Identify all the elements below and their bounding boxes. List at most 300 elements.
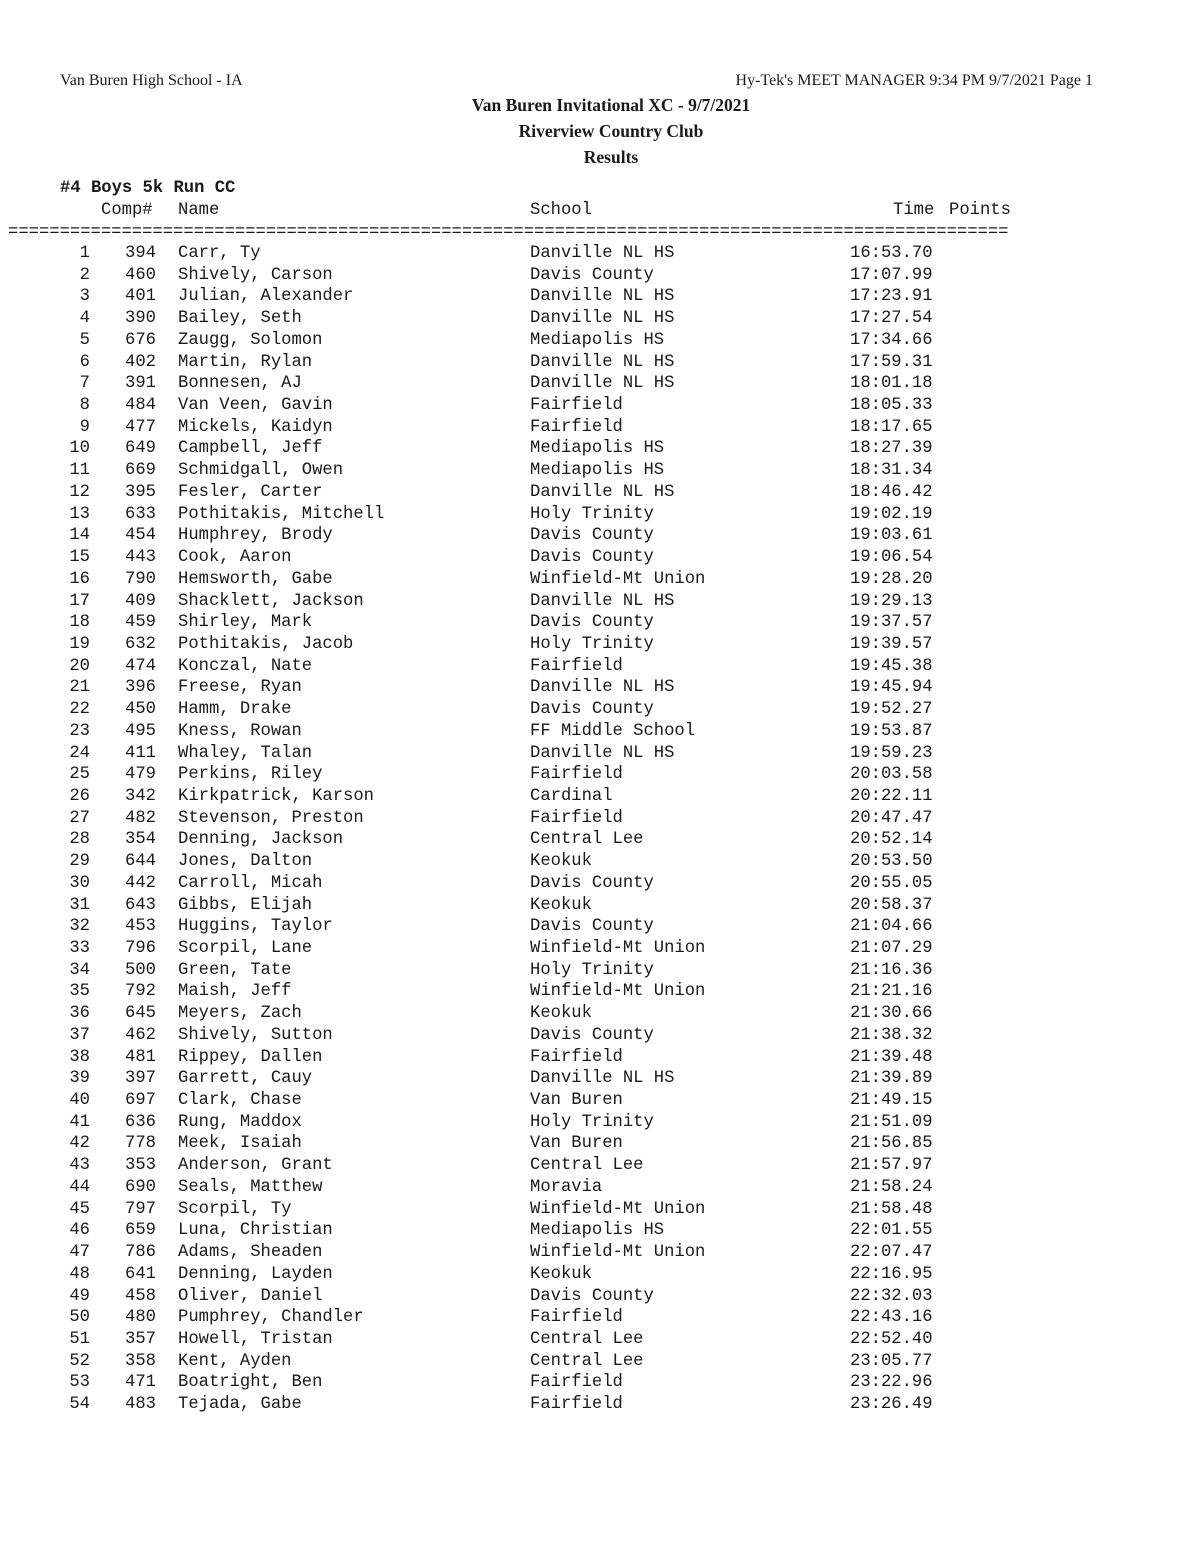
school-cell: Davis County <box>530 1025 654 1045</box>
place-cell: 51 <box>69 1329 90 1349</box>
school-cell: Davis County <box>530 265 654 285</box>
time-cell: 18:31.34 <box>850 461 933 481</box>
table-row <box>0 960 1200 982</box>
name-cell: Denning, Jackson <box>178 830 344 850</box>
name-cell: Kness, Rowan <box>178 721 302 741</box>
place-cell: 48 <box>69 1264 90 1284</box>
time-cell: 17:23.91 <box>850 287 933 307</box>
school-cell: Mediapolis HS <box>530 1221 665 1241</box>
table-row <box>0 482 1200 504</box>
time-cell: 21:07.29 <box>850 939 933 958</box>
name-cell: Boatright, Ben <box>178 1373 323 1393</box>
time-cell: 21:04.66 <box>850 917 933 937</box>
place-cell: 52 <box>69 1351 90 1371</box>
name-cell: Seals, Matthew <box>178 1177 323 1197</box>
time-cell: 22:07.47 <box>850 1243 933 1263</box>
school-cell: Winfield-Mt Union <box>530 1199 706 1219</box>
table-row <box>0 352 1200 374</box>
school-cell: Davis County <box>530 548 654 568</box>
place-cell: 16 <box>69 569 90 589</box>
time-cell: 21:58.24 <box>850 1177 933 1197</box>
name-cell: Gibbs, Elijah <box>178 895 313 915</box>
place-cell: 27 <box>69 808 90 828</box>
name-cell: Cook, Aaron <box>178 548 292 568</box>
place-cell: 10 <box>69 439 90 459</box>
comp-cell: 411 <box>125 743 156 763</box>
name-cell: Martin, Rylan <box>178 352 313 372</box>
comp-cell: 342 <box>125 786 156 806</box>
time-cell: 20:55.05 <box>850 873 933 893</box>
school-cell: Danville NL HS <box>530 678 675 698</box>
time-cell: 21:49.15 <box>850 1091 933 1111</box>
table-row <box>0 786 1200 808</box>
school-cell: Central Lee <box>530 1156 644 1176</box>
place-cell: 40 <box>69 1091 90 1111</box>
comp-cell: 790 <box>125 569 156 589</box>
name-cell: Zaugg, Solomon <box>178 330 323 350</box>
comp-cell: 450 <box>125 700 156 720</box>
name-cell: Fesler, Carter <box>178 482 323 502</box>
table-row <box>0 699 1200 721</box>
name-cell: Humphrey, Brody <box>178 526 333 546</box>
time-cell: 19:06.54 <box>850 548 933 568</box>
place-cell: 15 <box>69 548 90 568</box>
place-cell: 13 <box>69 504 90 524</box>
time-cell: 22:16.95 <box>850 1264 933 1284</box>
table-row <box>0 851 1200 873</box>
table-row <box>0 417 1200 439</box>
place-cell: 17 <box>69 591 90 611</box>
comp-cell: 484 <box>125 396 156 416</box>
name-cell: Denning, Layden <box>178 1264 333 1284</box>
name-cell: Julian, Alexander <box>178 287 354 307</box>
comp-cell: 462 <box>125 1025 156 1045</box>
table-row <box>0 1242 1200 1264</box>
school-cell: Van Buren <box>530 1134 623 1154</box>
time-cell: 21:21.16 <box>850 982 933 1002</box>
name-cell: Hamm, Drake <box>178 700 292 720</box>
comp-cell: 460 <box>125 265 156 285</box>
place-cell: 21 <box>69 678 90 698</box>
school-cell: Fairfield <box>530 808 623 828</box>
results-table <box>0 243 1200 1416</box>
school-cell: Van Buren <box>530 1091 623 1111</box>
name-cell: Maish, Jeff <box>178 982 292 1002</box>
school-cell: Danville NL HS <box>530 743 675 763</box>
time-cell: 19:03.61 <box>850 526 933 546</box>
table-row <box>0 764 1200 786</box>
comp-cell: 391 <box>125 374 156 394</box>
name-cell: Campbell, Jeff <box>178 439 323 459</box>
table-row <box>0 808 1200 830</box>
school-cell: Keokuk <box>530 895 592 915</box>
place-cell: 1 <box>79 244 90 263</box>
school-cell: Fairfield <box>530 1395 623 1415</box>
time-cell: 17:59.31 <box>850 352 933 372</box>
comp-cell: 483 <box>125 1395 156 1415</box>
comp-cell: 481 <box>125 1047 156 1067</box>
school-cell: Moravia <box>530 1177 603 1197</box>
name-cell: Pothitakis, Mitchell <box>178 504 385 524</box>
comp-cell: 633 <box>125 504 156 524</box>
school-cell: Cardinal <box>530 786 613 806</box>
place-cell: 54 <box>69 1395 90 1415</box>
time-cell: 22:01.55 <box>850 1221 933 1241</box>
table-row <box>0 373 1200 395</box>
time-cell: 18:01.18 <box>850 374 933 394</box>
table-row <box>0 634 1200 656</box>
school-cell: Winfield-Mt Union <box>530 982 706 1002</box>
place-cell: 53 <box>69 1373 90 1393</box>
school-cell: Davis County <box>530 1286 654 1306</box>
header-separator: ================================================================================================= <box>8 223 1009 242</box>
school-cell: Fairfield <box>530 765 623 785</box>
school-cell: Davis County <box>530 700 654 720</box>
place-cell: 7 <box>79 374 90 394</box>
comp-cell: 645 <box>125 1004 156 1024</box>
school-cell: Fairfield <box>530 1047 623 1067</box>
table-row <box>0 1199 1200 1221</box>
place-cell: 38 <box>69 1047 90 1067</box>
name-cell: Meek, Isaiah <box>178 1134 302 1154</box>
table-row <box>0 243 1200 265</box>
time-cell: 21:58.48 <box>850 1199 933 1219</box>
name-cell: Mickels, Kaidyn <box>178 417 333 437</box>
table-row <box>0 1286 1200 1308</box>
name-cell: Konczal, Nate <box>178 656 313 676</box>
comp-cell: 358 <box>125 1351 156 1371</box>
name-cell: Bonnesen, AJ <box>178 374 302 394</box>
time-cell: 19:52.27 <box>850 700 933 720</box>
comp-cell: 500 <box>125 960 156 980</box>
school-cell: Central Lee <box>530 1351 644 1371</box>
comp-cell: 354 <box>125 830 156 850</box>
time-cell: 20:22.11 <box>850 786 933 806</box>
column-header-time: Time <box>893 201 935 220</box>
time-cell: 19:53.87 <box>850 721 933 741</box>
name-cell: Tejada, Gabe <box>178 1395 302 1415</box>
table-row <box>0 721 1200 743</box>
school-cell: Winfield-Mt Union <box>530 1243 706 1263</box>
name-cell: Shively, Sutton <box>178 1025 333 1045</box>
place-cell: 24 <box>69 743 90 763</box>
column-header-name: Name <box>178 201 220 220</box>
comp-cell: 659 <box>125 1221 156 1241</box>
comp-cell: 636 <box>125 1112 156 1132</box>
comp-cell: 395 <box>125 482 156 502</box>
name-cell: Shacklett, Jackson <box>178 591 364 611</box>
table-row <box>0 504 1200 526</box>
comp-cell: 697 <box>125 1091 156 1111</box>
place-cell: 20 <box>69 656 90 676</box>
time-cell: 21:16.36 <box>850 960 933 980</box>
place-cell: 45 <box>69 1199 90 1219</box>
school-cell: Fairfield <box>530 1373 623 1393</box>
time-cell: 21:56.85 <box>850 1134 933 1154</box>
time-cell: 19:59.23 <box>850 743 933 763</box>
comp-cell: 482 <box>125 808 156 828</box>
table-row <box>0 330 1200 352</box>
time-cell: 18:27.39 <box>850 439 933 459</box>
comp-cell: 402 <box>125 352 156 372</box>
school-cell: Winfield-Mt Union <box>530 569 706 589</box>
name-cell: Freese, Ryan <box>178 678 302 698</box>
time-cell: 19:37.57 <box>850 613 933 633</box>
time-cell: 19:02.19 <box>850 504 933 524</box>
school-cell: Danville NL HS <box>530 482 675 502</box>
time-cell: 19:28.20 <box>850 569 933 589</box>
table-row <box>0 1047 1200 1069</box>
school-cell: Danville NL HS <box>530 352 675 372</box>
table-row <box>0 1307 1200 1329</box>
table-row <box>0 1155 1200 1177</box>
table-row <box>0 569 1200 591</box>
place-cell: 12 <box>69 482 90 502</box>
time-cell: 23:22.96 <box>850 1373 933 1393</box>
school-cell: Holy Trinity <box>530 1112 654 1132</box>
table-row <box>0 286 1200 308</box>
school-cell: Keokuk <box>530 1264 592 1284</box>
name-cell: Clark, Chase <box>178 1091 302 1111</box>
table-row <box>0 677 1200 699</box>
name-cell: Van Veen, Gavin <box>178 396 333 416</box>
name-cell: Garrett, Cauy <box>178 1069 313 1089</box>
name-cell: Howell, Tristan <box>178 1329 333 1349</box>
name-cell: Rung, Maddox <box>178 1112 302 1132</box>
time-cell: 19:45.94 <box>850 678 933 698</box>
table-row <box>0 1394 1200 1416</box>
page-header-right: Hy-Tek's MEET MANAGER 9:34 PM 9/7/2021 Page 1 <box>735 72 1093 89</box>
comp-cell: 786 <box>125 1243 156 1263</box>
table-row <box>0 916 1200 938</box>
comp-cell: 357 <box>125 1329 156 1349</box>
comp-cell: 797 <box>125 1199 156 1219</box>
time-cell: 18:46.42 <box>850 482 933 502</box>
time-cell: 17:27.54 <box>850 309 933 329</box>
comp-cell: 690 <box>125 1177 156 1197</box>
place-cell: 28 <box>69 830 90 850</box>
place-cell: 41 <box>69 1112 90 1132</box>
table-row <box>0 1112 1200 1134</box>
school-cell: Mediapolis HS <box>530 330 665 350</box>
school-cell: Danville NL HS <box>530 309 675 329</box>
event-heading: #4 Boys 5k Run CC <box>60 179 236 198</box>
school-cell: Holy Trinity <box>530 634 654 654</box>
table-row <box>0 525 1200 547</box>
time-cell: 19:29.13 <box>850 591 933 611</box>
table-row <box>0 656 1200 678</box>
time-cell: 20:52.14 <box>850 830 933 850</box>
comp-cell: 443 <box>125 548 156 568</box>
time-cell: 20:53.50 <box>850 852 933 872</box>
school-cell: Fairfield <box>530 396 623 416</box>
name-cell: Rippey, Dallen <box>178 1047 323 1067</box>
table-row <box>0 308 1200 330</box>
meet-title: Van Buren Invitational XC - 9/7/2021 <box>471 95 751 115</box>
comp-cell: 442 <box>125 873 156 893</box>
name-cell: Pothitakis, Jacob <box>178 634 354 654</box>
place-cell: 39 <box>69 1069 90 1089</box>
time-cell: 19:39.57 <box>850 634 933 654</box>
school-cell: Danville NL HS <box>530 244 675 263</box>
table-row <box>0 1220 1200 1242</box>
comp-cell: 453 <box>125 917 156 937</box>
time-cell: 23:05.77 <box>850 1351 933 1371</box>
time-cell: 17:07.99 <box>850 265 933 285</box>
time-cell: 20:47.47 <box>850 808 933 828</box>
comp-cell: 409 <box>125 591 156 611</box>
place-cell: 42 <box>69 1134 90 1154</box>
place-cell: 22 <box>69 700 90 720</box>
name-cell: Perkins, Riley <box>178 765 323 785</box>
school-cell: Central Lee <box>530 1329 644 1349</box>
school-cell: Fairfield <box>530 656 623 676</box>
table-row <box>0 895 1200 917</box>
name-cell: Carroll, Micah <box>178 873 323 893</box>
comp-cell: 396 <box>125 678 156 698</box>
place-cell: 34 <box>69 960 90 980</box>
place-cell: 46 <box>69 1221 90 1241</box>
time-cell: 21:38.32 <box>850 1025 933 1045</box>
table-row <box>0 743 1200 765</box>
place-cell: 35 <box>69 982 90 1002</box>
name-cell: Kirkpatrick, Karson <box>178 786 374 806</box>
comp-cell: 480 <box>125 1308 156 1328</box>
comp-cell: 792 <box>125 982 156 1002</box>
table-row <box>0 1264 1200 1286</box>
table-row <box>0 873 1200 895</box>
school-cell: Mediapolis HS <box>530 439 665 459</box>
place-cell: 31 <box>69 895 90 915</box>
school-cell: Danville NL HS <box>530 591 675 611</box>
time-cell: 18:17.65 <box>850 417 933 437</box>
results-title: Results <box>583 147 639 167</box>
table-row <box>0 981 1200 1003</box>
place-cell: 25 <box>69 765 90 785</box>
comp-cell: 649 <box>125 439 156 459</box>
comp-cell: 459 <box>125 613 156 633</box>
place-cell: 23 <box>69 721 90 741</box>
time-cell: 21:51.09 <box>850 1112 933 1132</box>
time-cell: 21:57.97 <box>850 1156 933 1176</box>
comp-cell: 796 <box>125 939 156 958</box>
venue-title: Riverview Country Club <box>518 121 704 141</box>
table-row <box>0 1372 1200 1394</box>
place-cell: 44 <box>69 1177 90 1197</box>
place-cell: 26 <box>69 786 90 806</box>
name-cell: Oliver, Daniel <box>178 1286 323 1306</box>
school-cell: FF Middle School <box>530 721 696 741</box>
place-cell: 32 <box>69 917 90 937</box>
table-row <box>0 438 1200 460</box>
name-cell: Huggins, Taylor <box>178 917 333 937</box>
comp-cell: 778 <box>125 1134 156 1154</box>
place-cell: 3 <box>79 287 90 307</box>
school-cell: Danville NL HS <box>530 287 675 307</box>
place-cell: 30 <box>69 873 90 893</box>
table-row <box>0 1351 1200 1373</box>
name-cell: Luna, Christian <box>178 1221 333 1241</box>
place-cell: 29 <box>69 852 90 872</box>
comp-cell: 643 <box>125 895 156 915</box>
column-header-school: School <box>530 201 592 220</box>
name-cell: Bailey, Seth <box>178 309 302 329</box>
school-cell: Danville NL HS <box>530 1069 675 1089</box>
column-header-points: Points <box>949 201 1011 220</box>
time-cell: 17:34.66 <box>850 330 933 350</box>
page-header-left: Van Buren High School - IA <box>60 72 243 89</box>
table-row <box>0 938 1200 960</box>
time-cell: 20:03.58 <box>850 765 933 785</box>
comp-cell: 641 <box>125 1264 156 1284</box>
place-cell: 19 <box>69 634 90 654</box>
table-row <box>0 547 1200 569</box>
time-cell: 20:58.37 <box>850 895 933 915</box>
table-row <box>0 612 1200 634</box>
time-cell: 16:53.70 <box>850 244 933 263</box>
school-cell: Davis County <box>530 613 654 633</box>
place-cell: 4 <box>79 309 90 329</box>
school-cell: Mediapolis HS <box>530 461 665 481</box>
school-cell: Fairfield <box>530 1308 623 1328</box>
time-cell: 21:30.66 <box>850 1004 933 1024</box>
school-cell: Fairfield <box>530 417 623 437</box>
name-cell: Shively, Carson <box>178 265 333 285</box>
school-cell: Davis County <box>530 873 654 893</box>
school-cell: Keokuk <box>530 852 592 872</box>
table-row <box>0 591 1200 613</box>
place-cell: 36 <box>69 1004 90 1024</box>
comp-cell: 458 <box>125 1286 156 1306</box>
time-cell: 19:45.38 <box>850 656 933 676</box>
school-cell: Central Lee <box>530 830 644 850</box>
name-cell: Meyers, Zach <box>178 1004 302 1024</box>
place-cell: 11 <box>69 461 90 481</box>
table-row <box>0 829 1200 851</box>
comp-cell: 454 <box>125 526 156 546</box>
place-cell: 2 <box>79 265 90 285</box>
time-cell: 23:26.49 <box>850 1395 933 1415</box>
table-row <box>0 1068 1200 1090</box>
table-row <box>0 1329 1200 1351</box>
comp-cell: 479 <box>125 765 156 785</box>
table-row <box>0 460 1200 482</box>
table-row <box>0 1003 1200 1025</box>
table-row <box>0 1090 1200 1112</box>
table-row <box>0 265 1200 287</box>
place-cell: 50 <box>69 1308 90 1328</box>
name-cell: Whaley, Talan <box>178 743 313 763</box>
school-cell: Danville NL HS <box>530 374 675 394</box>
comp-cell: 676 <box>125 330 156 350</box>
comp-cell: 669 <box>125 461 156 481</box>
time-cell: 22:43.16 <box>850 1308 933 1328</box>
name-cell: Schmidgall, Owen <box>178 461 344 481</box>
comp-cell: 401 <box>125 287 156 307</box>
time-cell: 22:52.40 <box>850 1329 933 1349</box>
place-cell: 18 <box>69 613 90 633</box>
place-cell: 8 <box>79 396 90 416</box>
time-cell: 21:39.89 <box>850 1069 933 1089</box>
table-row <box>0 395 1200 417</box>
place-cell: 33 <box>69 939 90 958</box>
school-cell: Winfield-Mt Union <box>530 939 706 958</box>
place-cell: 6 <box>79 352 90 372</box>
place-cell: 14 <box>69 526 90 546</box>
comp-cell: 495 <box>125 721 156 741</box>
place-cell: 49 <box>69 1286 90 1306</box>
table-row <box>0 1133 1200 1155</box>
